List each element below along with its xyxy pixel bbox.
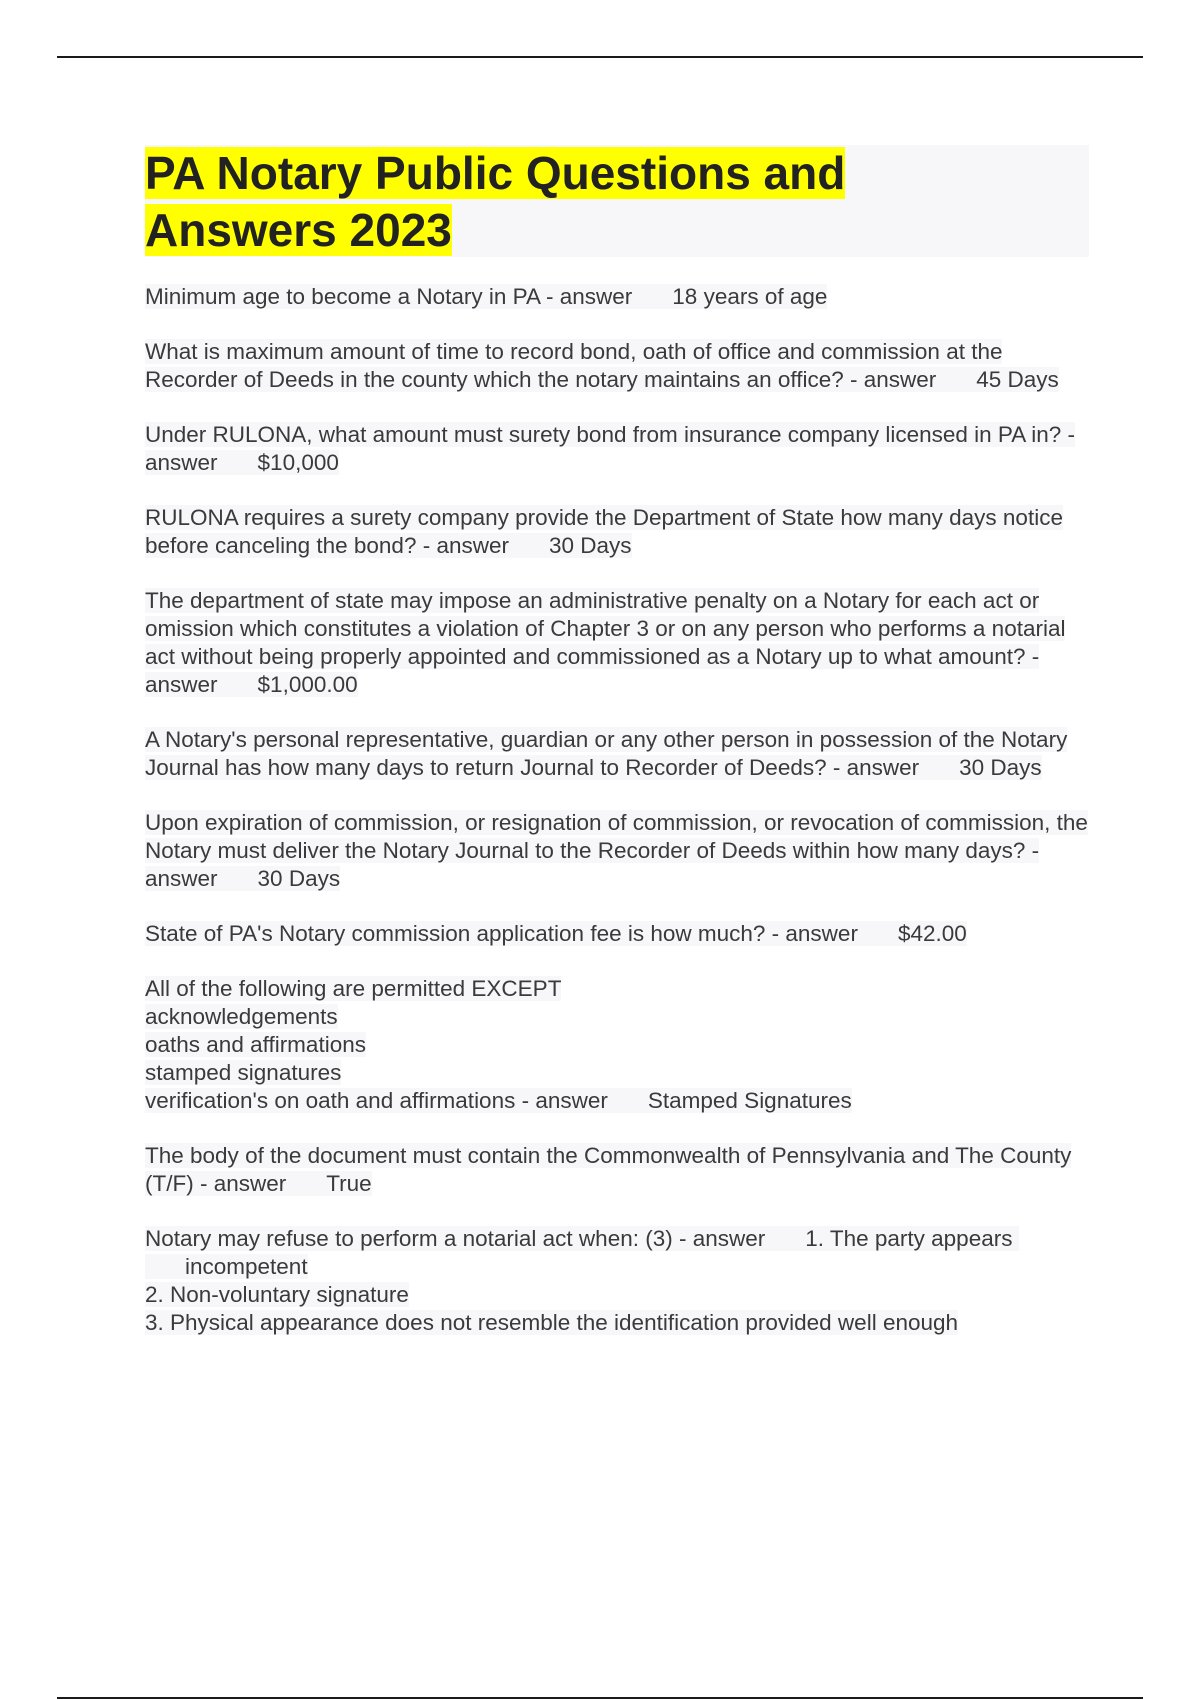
- qa-item: [145, 920, 1089, 948]
- question-text: Notary may refuse to perform a notarial act when: (3) - answer: [145, 1226, 766, 1251]
- qa-item-list: [145, 975, 1089, 1115]
- answer-text: Stamped Signatures: [608, 1088, 852, 1113]
- question-text: State of PA's Notary commission application fee is how much? - answer: [145, 921, 858, 946]
- answer-text: $10,000: [218, 450, 339, 475]
- answer-text: $42.00: [858, 921, 967, 946]
- question-text: Under RULONA, what amount must surety bond from insurance company licensed in PA in? - answer: [145, 422, 1076, 475]
- qa-item: [145, 1142, 1089, 1198]
- answer-line: 3. Physical appearance does not resemble the identification provided well enough: [145, 1310, 959, 1335]
- page-title: [145, 145, 1089, 259]
- qa-item: [145, 587, 1089, 699]
- answer-text: 30 Days: [509, 533, 632, 558]
- answer-text: 1. The party appears incompetent: [145, 1226, 1019, 1279]
- qa-item: [145, 809, 1089, 893]
- answer-text: 18 years of age: [632, 284, 827, 309]
- title-line-1: PA Notary Public Questions and: [145, 147, 846, 199]
- answer-text: True: [286, 1171, 371, 1196]
- answer-text: 45 Days: [936, 367, 1059, 392]
- option-line: oaths and affirmations: [145, 1032, 366, 1057]
- qa-item: [145, 504, 1089, 560]
- question-text: RULONA requires a surety company provide the Department of State how many days notice before canceling the bond? - answer: [145, 505, 1063, 558]
- option-line: acknowledgements: [145, 1004, 338, 1029]
- option-line: verification's on oath and affirmations - answer: [145, 1088, 608, 1113]
- answer-line: 2. Non-voluntary signature: [145, 1282, 409, 1307]
- question-text: Upon expiration of commission, or resignation of commission, or revocation of commission, the Notary must deliver the Notary Journal to the Recorder of Deeds within how many days? - answer: [145, 810, 1088, 891]
- title-block: [145, 145, 1089, 257]
- qa-item-refuse: [145, 1225, 1089, 1337]
- question-text: The department of state may impose an administrative penalty on a Notary for each act or omission which constitutes a violation of Chapter 3 or on any person who performs a notarial act without being properly appointed and commissioned as a Notary up to what amount? - answer: [145, 588, 1066, 697]
- top-rule: [57, 56, 1143, 58]
- qa-item: [145, 283, 1089, 311]
- answer-text: 30 Days: [919, 755, 1042, 780]
- question-text: The body of the document must contain the Commonwealth of Pennsylvania and The County (T/F) - answer: [145, 1143, 1072, 1196]
- question-text: What is maximum amount of time to record bond, oath of office and commission at the Recorder of Deeds in the county which the notary maintains an office? - answer: [145, 339, 1003, 392]
- answer-text: $1,000.00: [218, 672, 358, 697]
- qa-list: [145, 283, 1089, 1364]
- question-text: A Notary's personal representative, guardian or any other person in possession of the Notary Journal has how many days to return Journal to Recorder of Deeds? - answer: [145, 727, 1068, 780]
- bottom-rule: [57, 1697, 1143, 1699]
- qa-item: [145, 421, 1089, 477]
- question-line: All of the following are permitted EXCEPT: [145, 976, 562, 1001]
- qa-item: [145, 338, 1089, 394]
- option-line: stamped signatures: [145, 1060, 342, 1085]
- title-line-2: Answers 2023: [145, 204, 452, 256]
- qa-item: [145, 726, 1089, 782]
- answer-text: 30 Days: [218, 866, 341, 891]
- question-text: Minimum age to become a Notary in PA - answer: [145, 284, 633, 309]
